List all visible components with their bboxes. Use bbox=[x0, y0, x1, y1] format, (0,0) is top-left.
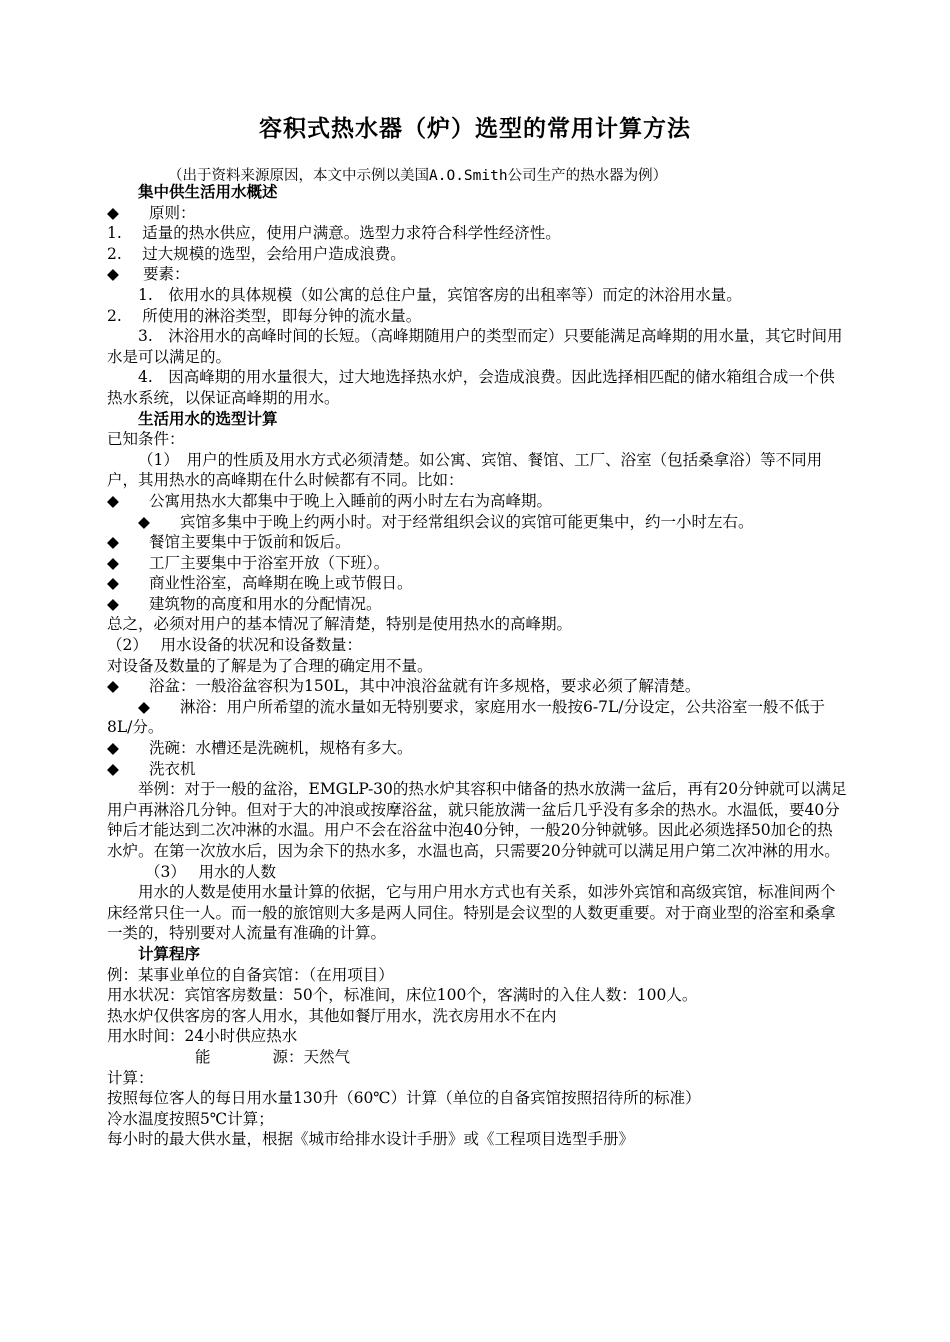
bullet-item bbox=[107, 553, 847, 574]
section-heading: 生活用水的选型计算 bbox=[138, 409, 278, 428]
bullet-item bbox=[107, 676, 847, 697]
numbered-item: 1. 依用水的具体规模（如公寓的总住户量，宾馆客房的出租率等）而定的沐浴用水量。 bbox=[138, 285, 742, 304]
diamond-bullet-icon: ◆ bbox=[138, 512, 150, 531]
bullet-item bbox=[107, 594, 847, 615]
paragraph: 总之，必须对用户的基本情况了解清楚，特别是使用热水的高峰期。 bbox=[107, 615, 573, 634]
paragraph: 用水状况：宾馆客房数量：50个，标准间，床位100个，客满时的入住人数：100人。 bbox=[107, 986, 698, 1005]
subsection-heading: （3） 用水的人数 bbox=[145, 862, 277, 881]
bullet-item bbox=[107, 264, 847, 285]
paragraph: 热水炉仅供客房的客人用水，其他如餐厅用水，洗衣房用水不在内 bbox=[107, 1006, 557, 1025]
numbered-item: 1. 适量的热水供应，使用户满意。选型力求符合科学性经济性。 bbox=[107, 224, 561, 243]
bullet-text: 浴盆：一般浴盆容积为150L，其中冲浪浴盆就有许多规格，要求必须了解清楚。 bbox=[149, 677, 701, 696]
paragraph: 用水时间：24小时供应热水 bbox=[107, 1027, 298, 1046]
bullet-text: 原则： bbox=[149, 203, 196, 222]
bullet-item bbox=[107, 573, 847, 594]
bullet-item bbox=[107, 203, 847, 224]
paragraph: 已知条件： bbox=[107, 430, 185, 449]
paragraph: 举例：对于一般的盆浴，EMGLP-30的热水炉其容积中储备的热水放满一盆后，再有20分钟就可以满足用户再淋浴几分钟。但对于大的冲浪或按摩浴盆，就只能放满一盆后几乎没有多余的热水。水温低，要40分钟后才能达到二次冲淋的水温。用户不会在浴盆中泡40分钟，一般20分钟就够。因此必须选择50加仑的热水炉。在第一次放水后，因为余下的热水多，水温也高，只需要20分钟就可以满足用户第二次冲淋的用水。 bbox=[107, 780, 847, 860]
bullet-text: 餐馆主要集中于饭前和饭后。 bbox=[149, 533, 351, 552]
numbered-item: 2. 所使用的淋浴类型，即每分钟的流水量。 bbox=[107, 306, 422, 325]
bullet-item bbox=[107, 697, 847, 738]
subsection-heading: （2） 用水设备的状况和设备数量： bbox=[107, 636, 363, 655]
bullet-item bbox=[107, 738, 847, 759]
diamond-bullet-icon: ◆ bbox=[107, 265, 119, 284]
paragraph: 对设备及数量的了解是为了合理的确定用不量。 bbox=[107, 656, 433, 675]
paragraph: 每小时的最大供水量，根据《城市给排水设计手册》或《工程项目选型手册》 bbox=[107, 1130, 635, 1149]
paragraph: 能 源：天然气 bbox=[195, 1047, 351, 1066]
diamond-bullet-icon: ◆ bbox=[107, 594, 119, 613]
paragraph: 计算： bbox=[107, 1068, 154, 1087]
document-body bbox=[107, 182, 847, 1150]
paragraph: 例：某事业单位的自备宾馆：（在用项目） bbox=[107, 965, 394, 984]
diamond-bullet-icon: ◆ bbox=[107, 553, 119, 572]
paragraph: 冷水温度按照5℃计算； bbox=[107, 1109, 274, 1128]
bullet-text: 工厂主要集中于浴室开放（下班）。 bbox=[149, 553, 390, 572]
bullet-item bbox=[107, 759, 847, 780]
bullet-text: 公寓用热水大都集中于晚上入睡前的两小时左右为高峰期。 bbox=[149, 491, 553, 510]
paragraph: （1） 用户的性质及用水方式必须清楚。如公寓、宾馆、餐馆、工厂、浴室（包括桑拿浴）等不同用户，其用热水的高峰期在什么时候都有不同。比如： bbox=[107, 450, 823, 490]
diamond-bullet-icon: ◆ bbox=[107, 677, 119, 696]
bullet-text: 洗碗：水槽还是洗碗机，规格有多大。 bbox=[149, 739, 413, 758]
diamond-bullet-icon: ◆ bbox=[107, 759, 119, 778]
bullet-text: 要素： bbox=[143, 265, 190, 284]
section-heading: 集中供生活用水概述 bbox=[138, 183, 278, 201]
source-note: （出于资料来源原因，本文中示例以美国A.O.Smith公司生产的热水器为例） bbox=[168, 168, 668, 184]
diamond-bullet-icon: ◆ bbox=[107, 739, 119, 758]
diamond-bullet-icon: ◆ bbox=[107, 574, 119, 593]
diamond-bullet-icon: ◆ bbox=[107, 203, 119, 222]
page-title: 容积式热水器（炉）选型的常用计算方法 bbox=[259, 116, 691, 142]
bullet-item bbox=[107, 491, 847, 512]
numbered-item: 2. 过大规模的选型，会给用户造成浪费。 bbox=[107, 244, 406, 263]
paragraph: 用水的人数是使用水量计算的依据，它与用户用水方式也有关系，如涉外宾馆和高级宾馆，标准间两个床经常只住一人。而一般的旅馆则大多是两人同住。特别是会议型的人数更重要。对于商业型的浴室和桑拿一类的，特别要对人流量有准确的计算。 bbox=[107, 883, 836, 943]
section-heading: 计算程序 bbox=[138, 944, 201, 963]
bullet-text: 商业性浴室，高峰期在晚上或节假日。 bbox=[149, 574, 413, 593]
diamond-bullet-icon: ◆ bbox=[107, 533, 119, 552]
bullet-text: 淋浴：用户所希望的流水量如无特别要求，家庭用水一般按6-7L/分设定，公共浴室一般不低于8L/分。 bbox=[107, 697, 825, 737]
numbered-item: 3. 沐浴用水的高峰时间的长短。（高峰期随用户的类型而定）只要能满足高峰期的用水量，其它时间用水是可以满足的。 bbox=[107, 327, 843, 366]
bullet-text: 建筑物的高度和用水的分配情况。 bbox=[149, 594, 382, 613]
diamond-bullet-icon: ◆ bbox=[107, 491, 119, 510]
bullet-text: 宾馆多集中于晚上约两小时。对于经常组织会议的宾馆可能更集中，约一小时左右。 bbox=[180, 512, 754, 531]
bullet-text: 洗衣机 bbox=[149, 759, 196, 778]
numbered-item: 4. 因高峰期的用水量很大，过大地选择热水炉，会造成浪费。因此选择相匹配的储水箱组合成一个供热水系统，以保证高峰期的用水。 bbox=[107, 368, 835, 407]
paragraph: 按照每位客人的每日用水量130升（60℃）计算（单位的自备宾馆按照招待所的标准） bbox=[107, 1089, 701, 1108]
diamond-bullet-icon: ◆ bbox=[138, 697, 150, 716]
bullet-item bbox=[107, 532, 847, 553]
bullet-item bbox=[107, 512, 847, 533]
